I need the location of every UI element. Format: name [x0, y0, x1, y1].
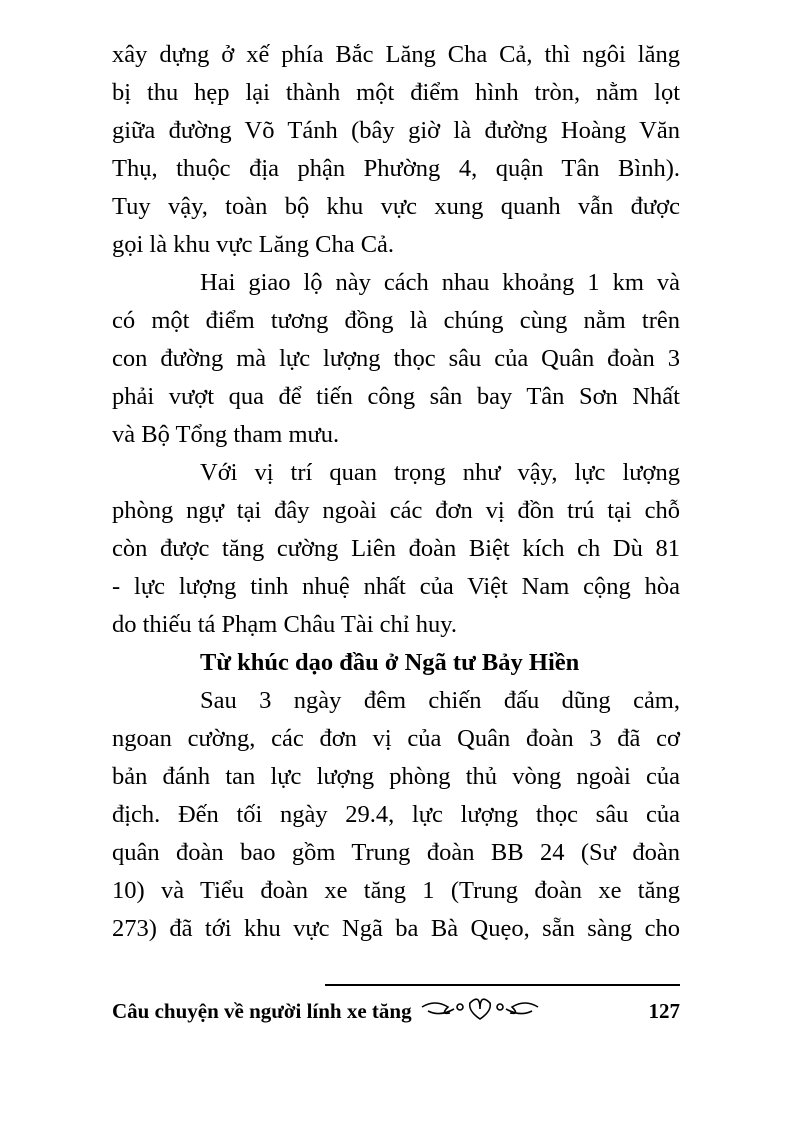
- text-line: 273) đã tới khu vực Ngã ba Bà Quẹo, sẵn sàng cho: [112, 915, 680, 942]
- text-line: phòng ngự tại đây ngoài các đơn vị đồn trú tại chỗ: [112, 497, 680, 524]
- text-line: Tuy vậy, toàn bộ khu vực xung quanh vẫn được: [112, 193, 680, 220]
- running-title: Câu chuyện về người lính xe tăng: [112, 998, 412, 1023]
- footer-rule: [325, 984, 680, 986]
- text-line: địch. Đến tối ngày 29.4, lực lượng thọc sâu của: [112, 801, 680, 828]
- text-line: - lực lượng tinh nhuệ nhất của Việt Nam cộng hòa: [112, 573, 680, 600]
- text-line: giữa đường Võ Tánh (bây giờ là đường Hoàng Văn: [112, 117, 680, 144]
- text-line: xây dựng ở xế phía Bắc Lăng Cha Cả, thì ngôi lăng: [112, 41, 680, 68]
- page-body: [112, 36, 680, 948]
- text-line: Thụ, thuộc địa phận Phường 4, quận Tân Bình).: [112, 155, 680, 182]
- text-line: và Bộ Tổng tham mưu.: [112, 421, 340, 448]
- text-line: Hai giao lộ này cách nhau khoảng 1 km và: [200, 269, 680, 296]
- text-line: 10) và Tiểu đoàn xe tăng 1 (Trung đoàn xe tăng: [112, 877, 680, 904]
- section-heading: Từ khúc dạo đầu ở Ngã tư Bảy Hiền: [200, 649, 580, 676]
- page-number: 127: [648, 998, 680, 1023]
- text-line: Với vị trí quan trọng như vậy, lực lượng: [200, 459, 680, 486]
- text-line: do thiếu tá Phạm Châu Tài chỉ huy.: [112, 611, 457, 638]
- text-line: gọi là khu vực Lăng Cha Cả.: [112, 231, 395, 258]
- text-line: bị thu hẹp lại thành một điểm hình tròn, nằm lọt: [112, 79, 680, 106]
- text-line: phải vượt qua để tiến công sân bay Tân Sơn Nhất: [112, 383, 680, 410]
- page-footer: [112, 996, 680, 1026]
- text-line: Sau 3 ngày đêm chiến đấu dũng cảm,: [200, 687, 680, 714]
- text-line: con đường mà lực lượng thọc sâu của Quân đoàn 3: [112, 345, 680, 372]
- text-line: còn được tăng cường Liên đoàn Biệt kích ch Dù 81: [112, 535, 680, 562]
- text-line: bản đánh tan lực lượng phòng thủ vòng ngoài của: [112, 763, 680, 790]
- text-line: có một điểm tương đồng là chúng cùng nằm trên: [112, 307, 680, 334]
- text-line: quân đoàn bao gồm Trung đoàn BB 24 (Sư đoàn: [112, 839, 680, 866]
- text-line: ngoan cường, các đơn vị của Quân đoàn 3 đã cơ: [112, 725, 680, 752]
- ornament-icon: [420, 995, 540, 1027]
